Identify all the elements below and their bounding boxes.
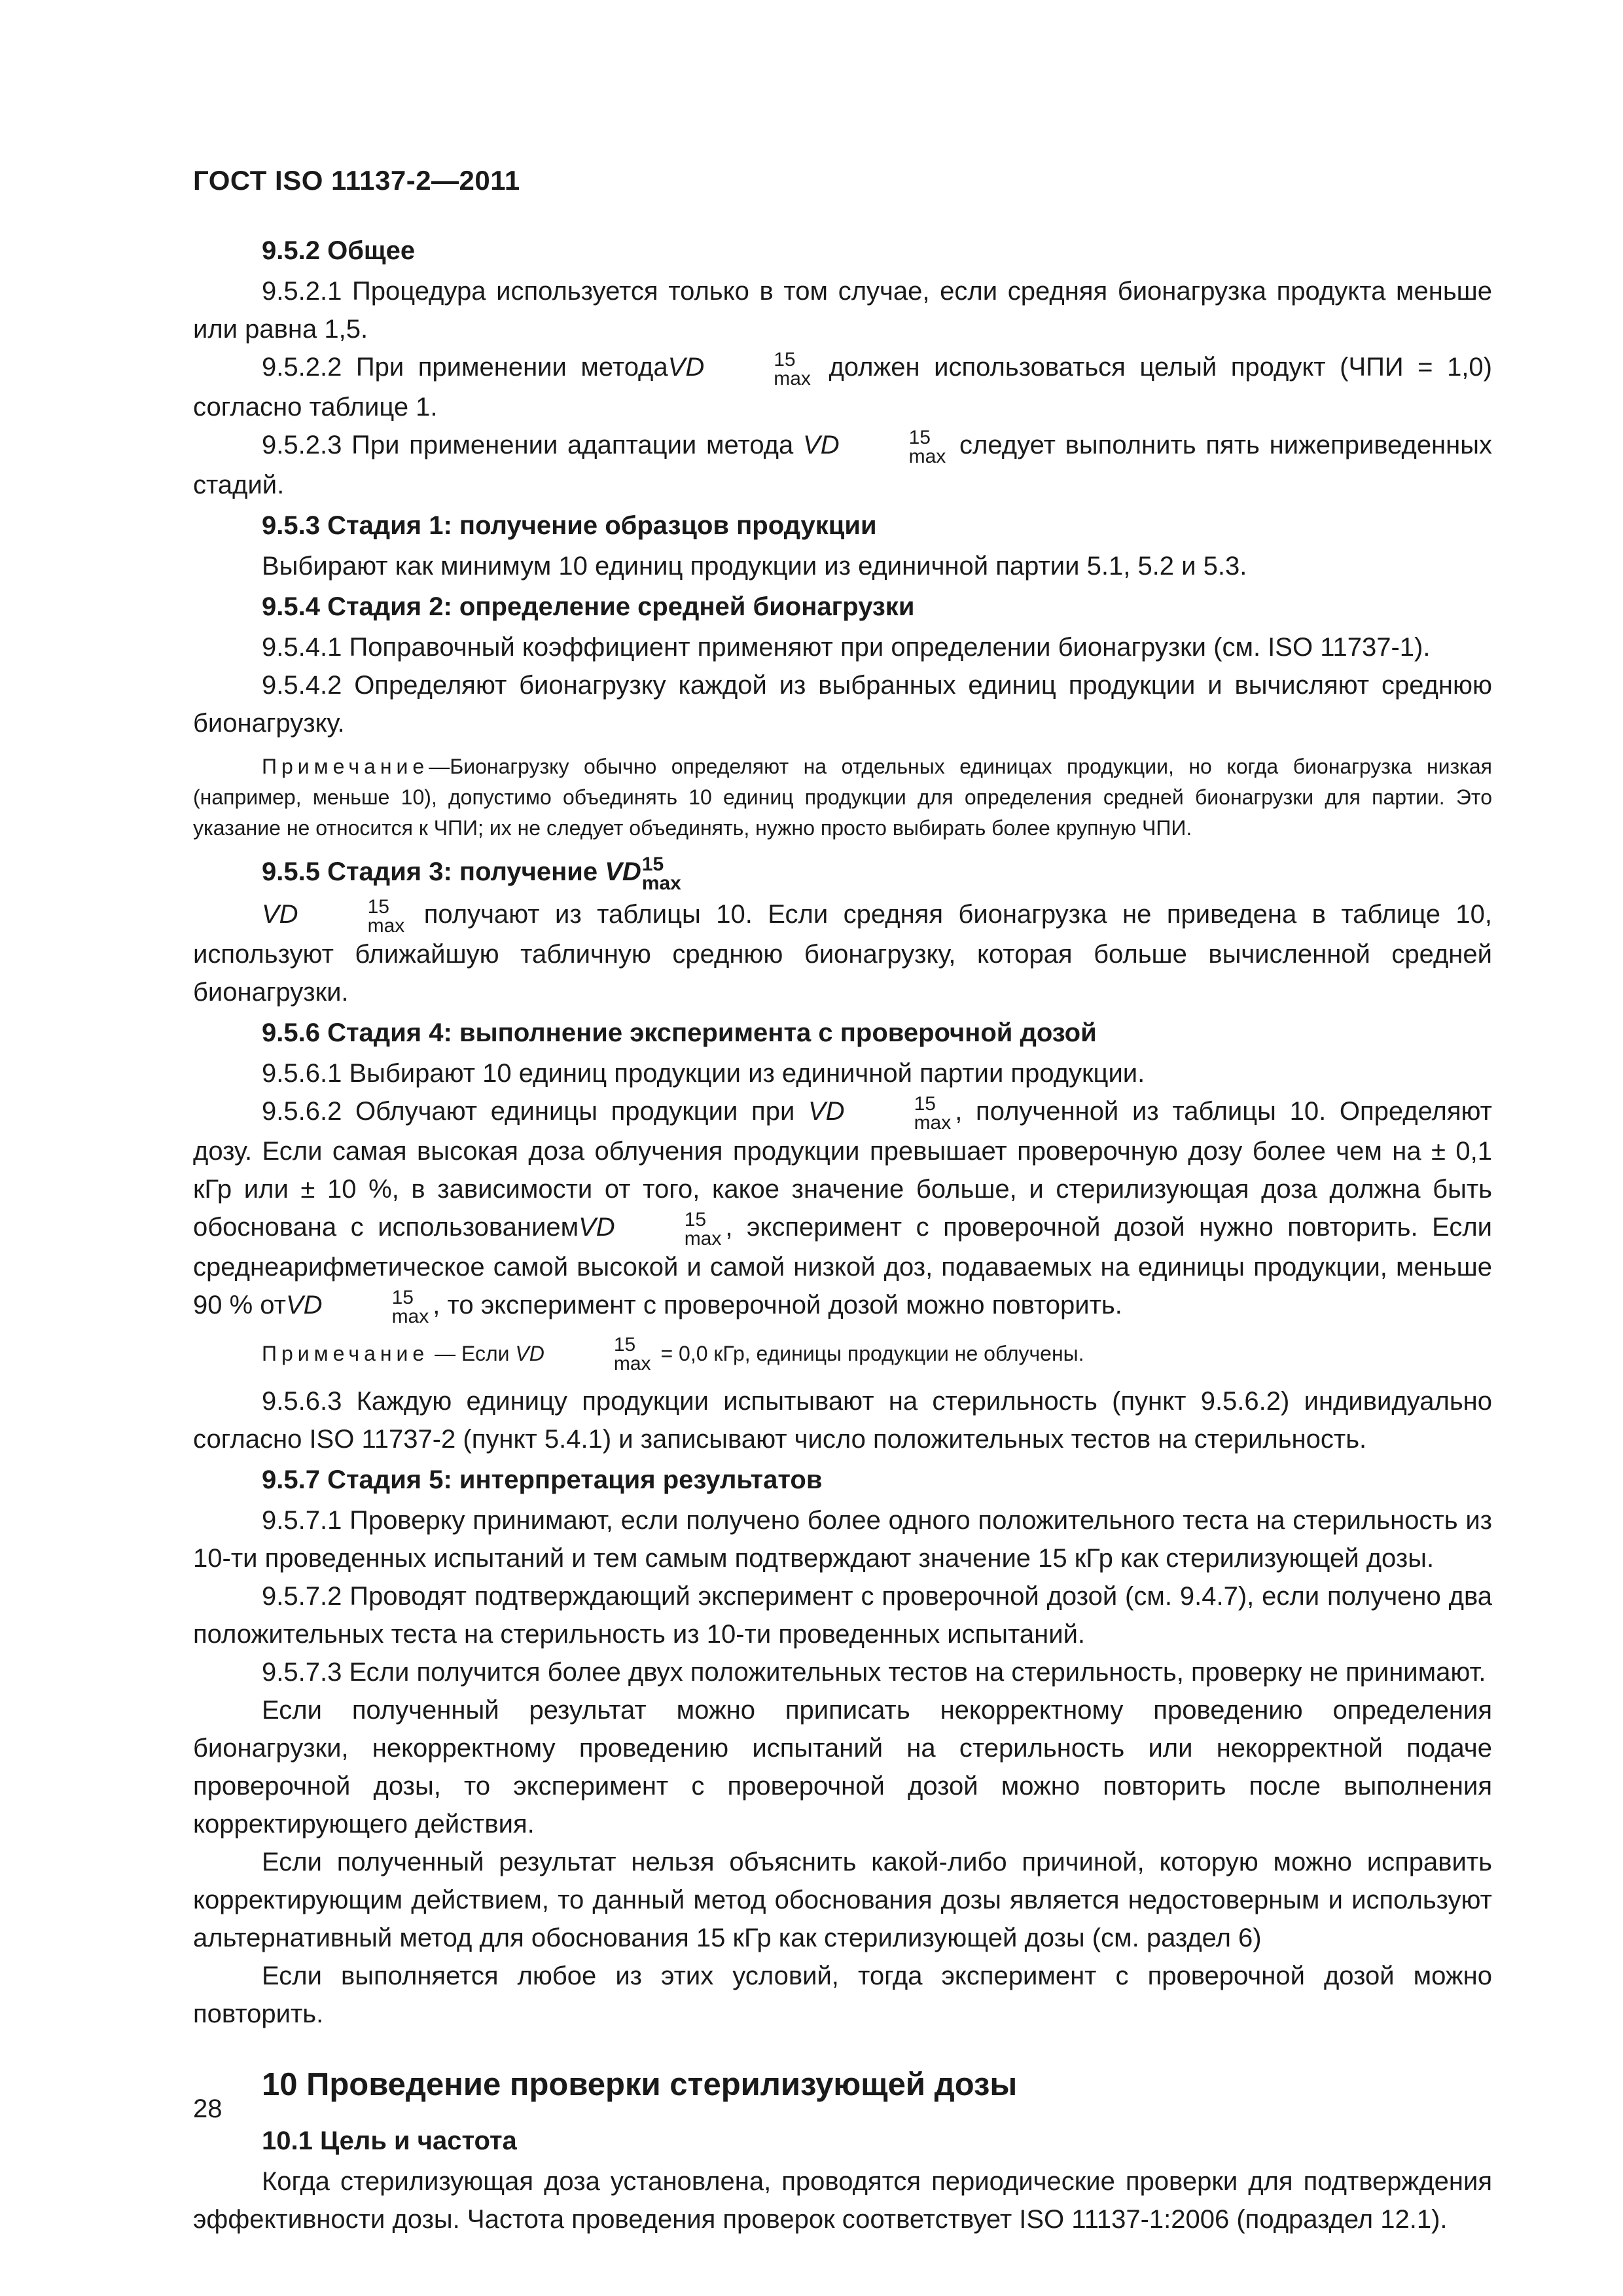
section-9-5-4-title: 9.5.4 Стадия 2: определение средней бионагрузки [262,592,915,621]
section-9-5-3-title: 9.5.3 Стадия 1: получение образцов продукции [262,511,877,540]
page-content [193,229,1492,2238]
para-9-5-5 [193,895,1492,1011]
note-text: —Бионагрузку обычно определяют на отдельных единицах продукции, но когда бионагрузка низкая (например, меньше 10), допустимо объединять 10 единиц продукции для определения средней бионагрузки для партии. Это указание не относится к ЧПИ; их не следует объединять, нужно просто выбирать более крупную ЧПИ. [193,755,1492,840]
vd-symbol: VD 15 max [285,1287,429,1327]
vd-symbol: VD 15 max [808,1093,952,1134]
text: 9.5.2.2 При применении метода [262,353,668,382]
text: должен использоваться целый продукт (ЧПИ = 1,0) согласно таблице 1. [193,353,1492,422]
para-9-5-3: Выбирают как минимум 10 единиц продукции из единичной партии 5.1, 5.2 и 5.3. [262,552,1247,581]
vd-symbol: VD 15 max [668,349,811,389]
vd-symbol: VD 15 max [579,1209,722,1249]
vd-symbol: VD 15 max [515,1334,651,1374]
para-9-5-7-3: 9.5.7.3 Если получится более двух положительных тестов на стерильность, проверку не принимают. [262,1658,1486,1687]
vd-symbol: VD 15 max [262,896,405,937]
para-9-5-2-2 [193,348,1492,426]
section-10-title: 10 Проведение проверки стерилизующей дозы [262,2067,1018,2102]
para-9-5-2-1: 9.5.2.1 Процедура используется только в том случае, если средняя бионагрузка продукта меньше или равна 1,5. [193,277,1492,344]
vd-symbol: VD 15 max [605,853,681,894]
section-9-5-7-title: 9.5.7 Стадия 5: интерпретация результатов [262,1465,823,1494]
para-9-5-4-2: 9.5.4.2 Определяют бионагрузку каждой из выбранных единиц продукции и вычисляют среднюю бионагрузку. [193,671,1492,738]
para-9-5-4-1: 9.5.4.1 Поправочный коэффициент применяют при определении бионагрузки (см. ISO 11737-1). [262,633,1431,662]
para-9-5-7-2: 9.5.7.2 Проводят подтверждающий эксперимент с проверочной дозой (см. 9.4.7), если получено два положительных теста на стерильность из 10-ти проведенных испытаний. [193,1582,1492,1649]
para-9-5-6-2: 9.5.6.2 Облучают единицы продукции при VD 15 max , полученной из таблицы 10. Определяют дозу. Если самая высокая доза облучения продукции превышает проверочную дозу более чем на ± 0,1 кГр или ± 10 %, в зависимости от того, какое значение больше, и стерилизующая доза должна быть обоснована с использованиемVD 15 max , эксперимент с проверочной дозой нужно повторить. Если среднеарифметическое самой высокой и самой низкой доз, подаваемых на единицы продукции, меньше 90 % отVD 15 max , то эксперимент с проверочной дозой можно повторить. [193,1093,1492,1327]
para-9-5-6-1: 9.5.6.1 Выбирают 10 единиц продукции из единичной партии продукции. [262,1059,1145,1088]
note-9-5-6: Примечание — Если VD 15 max = 0,0 кГр, единицы продукции не облучены. [262,1334,1084,1374]
section-9-5-6-title: 9.5.6 Стадия 4: выполнение эксперимента с проверочной дозой [262,1018,1097,1047]
para-10-1: Когда стерилизующая доза установлена, проводятся периодические проверки для подтверждения эффективности дозы. Частота проведения проверок соответствует ISO 11137-1:2006 (подраздел 12.1). [193,2167,1492,2234]
note-label: Примечание [262,1342,429,1365]
page-number: 28 [193,2094,223,2123]
para-9-5-6-3: 9.5.6.3 Каждую единицу продукции испытывают на стерильность (пункт 9.5.6.2) индивидуально согласно ISO 11737-2 (пункт 5.4.1) и записывают число положительных тестов на стерильность. [193,1387,1492,1454]
text: получают из таблицы 10. Если средняя бионагрузка не приведена в таблице 10, используют ближайшую табличную среднюю бионагрузку, которая больше вычисленной средней бионагрузки. [193,900,1492,1007]
para-9-5-7-5: Если полученный результат нельзя объяснить какой-либо причиной, которую можно исправить корректирующим действием, то данный метод обоснования дозы является недостоверным и используют альтернативный метод для обоснования 15 кГр как стерилизующей дозы (см. раздел 6) [193,1848,1492,1952]
note-9-5-4 [193,751,1492,844]
para-9-5-2-3 [193,426,1492,504]
section-9-5-2-title: 9.5.2 Общее [262,236,416,265]
para-9-5-7-6: Если выполняется любое из этих условий, тогда эксперимент с проверочной дозой можно повторить. [193,1962,1492,2028]
section-10-1-title: 10.1 Цель и частота [262,2126,517,2155]
note-label: Примечание [262,755,429,778]
vd-symbol: VD 15 max [803,427,946,467]
text: 9.5.2.3 При применении адаптации метода [262,431,804,459]
text: следует выполнить пять нижеприведенных стадий. [193,431,1492,499]
section-9-5-5-title: 9.5.5 Стадия 3: получение VD 15 max [262,853,1492,893]
para-9-5-7-4: Если полученный результат можно приписать некорректному проведению определения бионагрузки, некорректному проведению испытаний на стерильность или некорректной подаче проверочной дозы, то эксперимент с проверочной дозой можно повторить после выполнения корректирующего действия. [193,1696,1492,1839]
page-header: ГОСТ ISO 11137-2—2011 [193,165,520,196]
para-9-5-7-1: 9.5.7.1 Проверку принимают, если получено более одного положительного теста на стерильность из 10-ти проведенных испытаний и тем самым подтверждают значение 15 кГр как стерилизующей дозы. [193,1506,1492,1573]
